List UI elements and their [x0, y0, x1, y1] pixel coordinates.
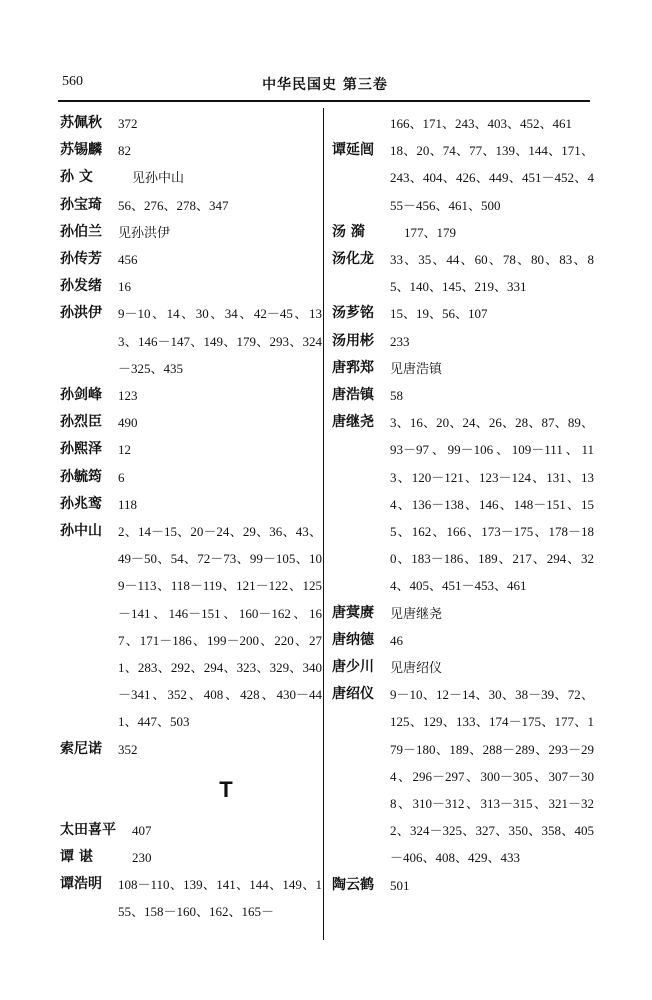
index-pages: 16: [118, 279, 131, 295]
index-term: 孙剑峰: [60, 387, 102, 404]
index-entry: [60, 192, 322, 219]
index-pages: 9－10、12－14、30、38－39、72、125、129、133、174－175、177、179－180、189、288－289、293－294、296－297、300－305、307－308、310－312、313－315、321－322、324－325、327、350、358、405－406、408、429、433: [390, 687, 594, 866]
index-entry: [60, 219, 322, 246]
page-number: 560: [62, 74, 83, 89]
index-entry: [60, 518, 322, 736]
index-pages: 12: [118, 442, 131, 458]
index-entry: [332, 409, 594, 599]
index-pages: 82: [118, 143, 131, 159]
index-entry: [60, 464, 322, 491]
index-pages: 58: [390, 388, 403, 404]
index-pages: 3、16、20、24、26、28、87、89、93－97、99－106、109－111、113、120－121、123－124、131、134、136－138、146、148－151、155、162、166、173－175、178－180、183－186、189、217、294、324、405、451－453、461: [390, 415, 594, 594]
index-entry: [332, 355, 594, 382]
index-term: 孙兆鸾: [60, 495, 102, 512]
section-letter-t: T: [219, 776, 233, 802]
index-entry: [332, 600, 594, 627]
running-title: 中华民国史 第三卷: [262, 77, 388, 93]
index-entry: [332, 137, 594, 219]
index-pages: 2、14－15、20－24、29、36、43、49－50、54、72－73、99－105、109－113、118－119、121－122、125－141、146－151、160－162、167、171－186、199－200、220、271、283、292、294、323、329、340－341、352、408、428、430－441、447、503: [118, 524, 322, 730]
page-header: [62, 74, 588, 98]
index-term: 苏佩秋: [60, 115, 102, 131]
index-entry: [332, 219, 594, 246]
index-pages: 见孙洪伊: [118, 224, 171, 240]
index-term: 孙发绪: [60, 278, 102, 295]
index-list-s: [60, 110, 322, 763]
index-entry: [60, 164, 322, 191]
index-term: 孙洪伊: [60, 305, 102, 322]
index-pages: 见唐继尧: [390, 605, 443, 621]
index-entry: [332, 681, 594, 871]
index-entry: [60, 817, 322, 844]
index-entry: [60, 110, 322, 137]
index-pages: 456: [118, 252, 138, 268]
index-entry: [60, 137, 322, 164]
index-term: 唐蓂赓: [332, 604, 374, 621]
index-pages: 177、179: [404, 224, 457, 240]
index-term: 谭浩明: [60, 876, 102, 893]
index-term: 谭延闿: [332, 142, 374, 159]
index-entry: [60, 844, 322, 871]
index-pages: 6: [118, 469, 125, 485]
index-term: 孙传芳: [60, 251, 102, 268]
index-column-left: [60, 110, 322, 926]
index-term: 孙毓筠: [60, 468, 102, 485]
index-pages: 407: [132, 822, 152, 838]
index-term: 汤 漪: [332, 223, 365, 240]
index-pages: 372: [118, 116, 138, 131]
index-term: 孙熙泽: [60, 441, 102, 458]
index-term: 陶云鹤: [332, 876, 374, 893]
index-term: 孙烈臣: [60, 414, 102, 431]
index-pages: 123: [118, 388, 138, 404]
index-pages: 46: [390, 632, 403, 648]
index-entry: [60, 382, 322, 409]
index-pages: 230: [132, 850, 152, 866]
index-term: 太田喜平: [60, 821, 116, 838]
index-entry: [332, 246, 594, 300]
index-term: 谭 谌: [60, 849, 93, 866]
index-pages: 501: [390, 877, 410, 893]
index-term: 唐纳德: [332, 631, 374, 648]
index-term: 孙宝琦: [60, 196, 102, 213]
index-term: 孙 文: [60, 169, 93, 186]
index-term: 唐少川: [332, 659, 374, 676]
index-pages: 15、19、56、107: [390, 306, 488, 322]
index-pages: 33、35、44、60、78、80、83、85、140、145、219、331: [390, 252, 594, 295]
index-pages: 233: [390, 333, 410, 349]
index-entry: [332, 300, 594, 327]
index-pages: 见唐绍仪: [390, 660, 443, 676]
index-entry: [332, 627, 594, 654]
index-pages: 108－110、139、141、144、149、155、158－160、162、165－: [118, 877, 322, 920]
index-pages: 见唐浩镇: [390, 360, 443, 376]
index-entry: [332, 872, 594, 899]
index-term: 唐郛郑: [332, 359, 374, 376]
index-term: 汤用彬: [332, 332, 374, 349]
index-entry: [332, 382, 594, 409]
index-pages: 18、20、74、77、139、144、171、243、404、426、449、451－452、455－456、461、500: [390, 143, 594, 213]
index-term: 汤化龙: [332, 251, 374, 268]
index-list-t: [60, 817, 322, 926]
index-entry: [60, 436, 322, 463]
index-entry: [60, 300, 322, 382]
index-pages: 9－10、14、30、34、42－45、133、146－147、149、179、293、324－325、435: [118, 306, 322, 376]
index-pages: 490: [118, 415, 138, 431]
index-entry: [60, 736, 322, 763]
index-term: 苏锡麟: [60, 142, 102, 159]
index-entry: [60, 273, 322, 300]
index-entry: [60, 409, 322, 436]
index-term: 孙中山: [60, 523, 102, 540]
index-term: 唐浩镇: [332, 387, 374, 404]
index-entry: [60, 246, 322, 273]
index-column-right: [332, 110, 594, 899]
index-term: 唐继尧: [332, 414, 374, 431]
header-rule: [58, 100, 590, 102]
column-divider: [323, 108, 324, 940]
index-entry: [332, 654, 594, 681]
index-term: 孙伯兰: [60, 223, 102, 240]
index-entry: [332, 110, 594, 137]
index-pages: 见孙中山: [132, 170, 185, 186]
index-term: 索尼诺: [60, 740, 102, 757]
index-entry: [332, 328, 594, 355]
index-pages: 118: [118, 496, 138, 512]
index-pages: 166、171、243、403、452、461: [390, 116, 573, 131]
index-term: 唐绍仪: [332, 686, 374, 703]
index-pages: 352: [118, 741, 138, 757]
index-entry: [60, 491, 322, 518]
index-list-right: [332, 110, 594, 899]
index-term: 汤芗铭: [332, 305, 374, 322]
index-entry: [60, 871, 322, 925]
index-pages: 56、276、278、347: [118, 197, 229, 213]
